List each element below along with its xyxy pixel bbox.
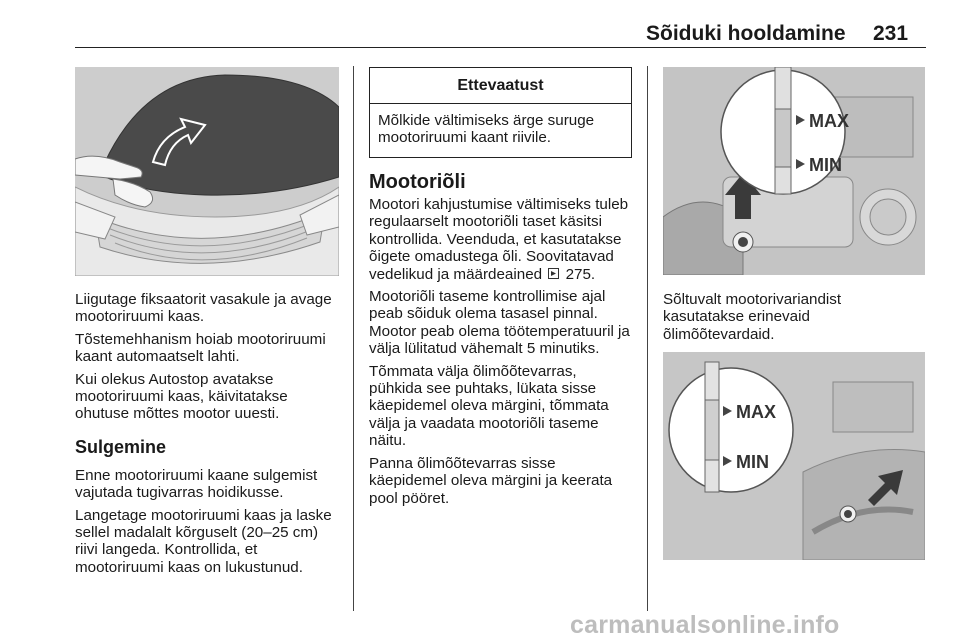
section-heading-engine-oil: Mootoriõli (369, 171, 466, 193)
paragraph-lower-hood: Langetage mootoriruumi kaas ja laske sellel madalalt kõrguselt (20–25 cm) riivi langeda. Kontrollida, et mootoriruumi kaas on lukustunud. (75, 506, 332, 576)
running-header-title: Sõiduki hooldamine (646, 22, 846, 45)
watermark-footer: carmanualsonline.info (570, 611, 840, 639)
section-heading-closing: Sulgemine (75, 436, 167, 457)
warning-box (369, 67, 632, 158)
warning-title: Ettevaatust (370, 68, 631, 104)
paragraph-oil-check-text: Mootori kahjustumise vältimiseks tuleb regulaarselt mootoriõli taset käsitsi kontrollida. Veenduda, et kasutatakse õigete omadustega õli. Soovitatavad vedelikud ja määrdeained (369, 196, 629, 283)
warning-text: Mõlkide vältimiseks ärge suruge mootoriruumi kaant riivile. (378, 112, 595, 147)
dipstick-max-label: MAX (809, 111, 849, 131)
engine-bay-illustration (663, 67, 925, 275)
car-hood-figure (75, 67, 339, 276)
header-rule (75, 47, 926, 48)
figure-caption-dipsticks: Sõltuvalt mootorivariandist kasutatakse erinevaid õlimõõtevardaid. (663, 291, 842, 343)
dipstick-2-min-label: MIN (736, 452, 769, 472)
page-reference-icon (548, 268, 559, 279)
paragraph-dipstick-insert: Panna õlimõõtevarras sisse käepidemel oleva märgini ja keerata pool pööret. (369, 454, 613, 507)
engine-dipstick-figure-1 (663, 67, 925, 275)
paragraph-open-latch: Liigutage fiksaatorit vasakule ja avage mootoriruumi kaas. (75, 291, 332, 326)
column-divider-left (353, 66, 354, 611)
paragraph-lift-mechanism: Tõstemehhanism hoiab mootoriruumi kaant automaatselt lahti. (75, 330, 326, 366)
dipstick-2-max-label: MAX (736, 402, 776, 422)
paragraph-level-surface: Mootoriõli taseme kontrollimise ajal peab sõiduk olema tasasel pinnal. Mootor peab olema töötemperatuuril ja välja lülitatud vähemalt 5 minutiks. (369, 288, 630, 358)
engine-dipstick-figure-2 (663, 352, 925, 560)
car-hood-open-illustration (75, 67, 339, 276)
page-number: 231 (873, 22, 909, 45)
paragraph-support-rod: Enne mootoriruumi kaane sulgemist vajutada tugivarras hoidikusse. (75, 466, 318, 502)
dipstick-min-label: MIN (809, 155, 842, 175)
engine-bay-illustration-2 (663, 352, 925, 560)
paragraph-dipstick-read: Tõmmata välja õlimõõtevarras, pühkida see puhtaks, lükata sisse käepidemel oleva märgini, tõmmata välja ja vaadata mootoriõli taseme näitu. (369, 362, 609, 450)
paragraph-autostop: Kui olekus Autostop avatakse mootoriruumi kaas, käivitatakse ohutuse mõttes mootor uuesti. (75, 370, 288, 423)
column-divider-right (647, 66, 648, 611)
paragraph-oil-check (369, 196, 634, 283)
page-reference: 275. (565, 265, 596, 283)
